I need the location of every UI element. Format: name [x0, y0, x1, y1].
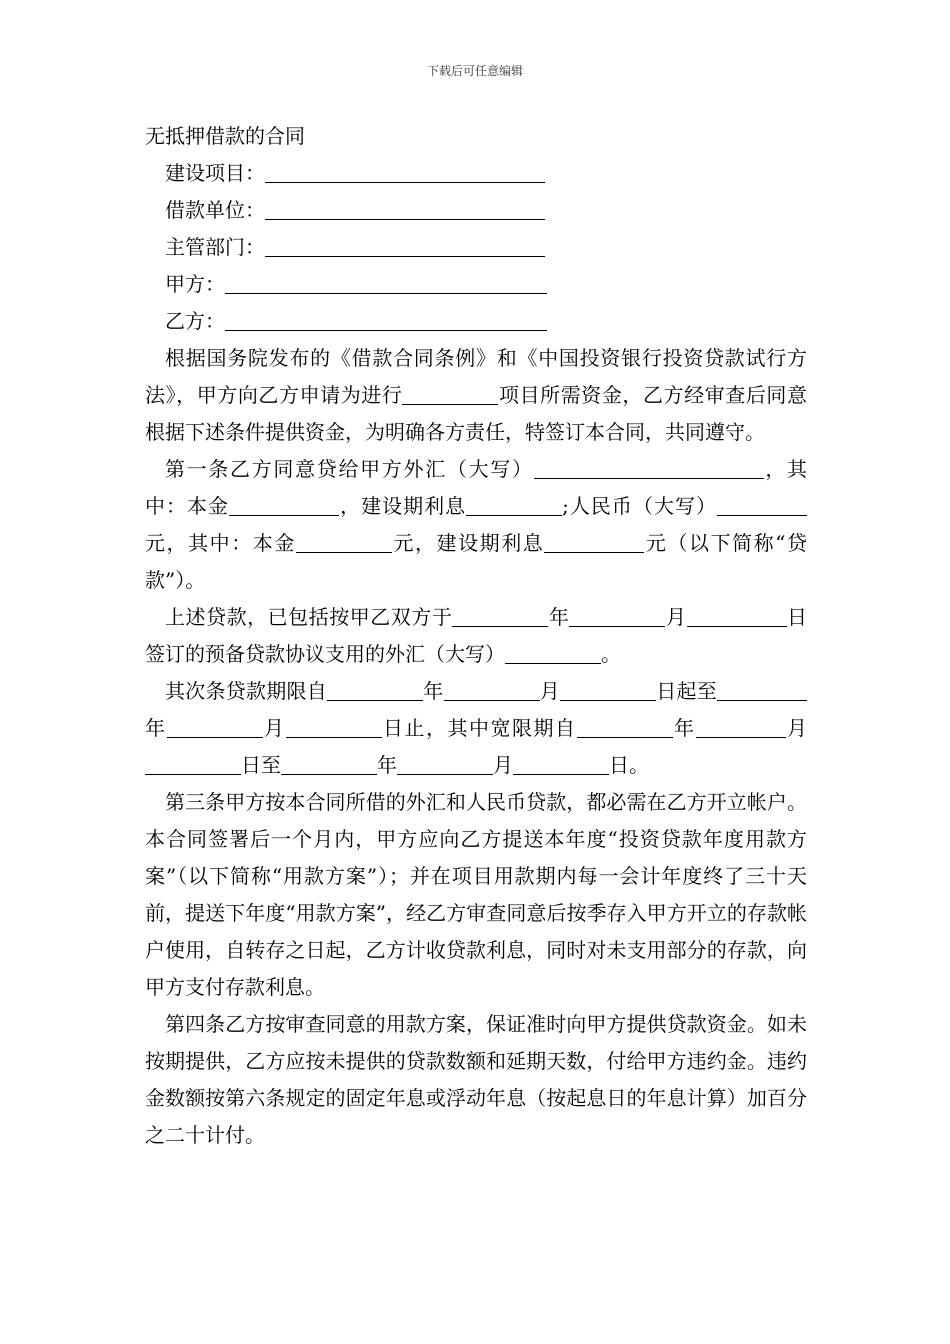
paragraph-article-3: 第三条甲方按本合同所借的外汇和人民币贷款，都必需在乙方开立帐户。本合同签署后一个月内，甲方应向乙方提送本年度“投资贷款年度用款方案”（以下简称“用款方案”）；并在项目用款期内每一会计年度终了三十天前，提送下年度“用款方案”，经乙方审查同意后按季存入甲方开立的存款帐户使用，自转存之日起，乙方计收贷款利息，同时对未支用部分的存款，向甲方支付存款利息。: [145, 790, 807, 999]
blank-line: [466, 493, 562, 516]
text-segment: 上述贷款，已包括按甲乙双方于: [165, 605, 453, 629]
paragraph-article-2: [145, 673, 807, 784]
text-segment: 日至: [241, 753, 281, 777]
paragraph-preamble: [145, 340, 807, 451]
text-segment: ;人民币（大写）: [562, 494, 717, 518]
blank-line: [225, 308, 547, 331]
blank-line: [265, 160, 545, 183]
text-segment: 根据国务院发布的《借款合同条例》和《中国投资银行投资贷款试行方法》，甲方向乙方申请为进行: [145, 346, 807, 407]
text-segment: ，建设期利息: [339, 494, 467, 518]
blank-line: [402, 382, 498, 405]
text-segment: 月: [665, 605, 687, 629]
text-segment: 日签订的预备贷款协议支用的外汇（大写）: [145, 605, 808, 666]
blank-line: [560, 678, 656, 701]
field-label: 建设项目：: [165, 161, 265, 185]
document-title: 无抵押借款的合同: [145, 124, 305, 148]
text-segment: 月: [493, 753, 513, 777]
blank-line: [286, 715, 382, 738]
text-segment: 日止，其中宽限期自: [381, 716, 577, 740]
field-label: 甲方：: [165, 272, 225, 296]
text-segment: ，其中：本金: [145, 457, 808, 518]
blank-line: [265, 234, 545, 257]
text-segment: 日。: [609, 753, 649, 777]
text-segment: 。: [601, 642, 621, 666]
paragraph-article-4: 第四条乙方按审查同意的用款方案，保证准时向甲方提供贷款资金。如未按期提供，乙方应按未提供的贷款数额和延期天数，付给甲方违约金。违约金数额按第六条规定的固定年息或浮动年息（按起息日的年息计算）加百分之二十计付。: [145, 1012, 807, 1147]
text-segment: 年: [672, 716, 696, 740]
blank-line: [281, 752, 377, 775]
text-segment: 月: [539, 679, 560, 703]
blank-line: [167, 715, 263, 738]
text-segment: 其次条贷款期限自: [165, 679, 327, 703]
blank-line: [296, 530, 392, 553]
blank-line: [505, 641, 601, 664]
field-label: 乙方：: [165, 309, 225, 333]
paragraph-article-1: [145, 451, 807, 599]
blank-line: [544, 530, 644, 553]
blank-line: [687, 604, 787, 627]
text-segment: 项目所需资金，乙方经审查后同意根据下述条件提供资金，为明确各方责任，特签订本合同，共同遵守。: [145, 383, 808, 444]
blank-line: [577, 715, 673, 738]
blank-line: [229, 493, 339, 516]
blank-line: [513, 752, 609, 775]
field-borrower: [145, 192, 807, 229]
text-segment: 年: [377, 753, 397, 777]
text-segment: 年: [423, 679, 444, 703]
blank-line: [265, 197, 545, 220]
blank-line: [452, 604, 548, 627]
blank-line: [444, 678, 540, 701]
field-party-a: [145, 266, 807, 303]
text-segment: 月: [262, 716, 286, 740]
blank-line: [327, 678, 423, 701]
field-label: 借款单位：: [165, 198, 265, 222]
blank-line: [717, 493, 807, 516]
text-segment: 第一条乙方同意贷给甲方外汇（大写）: [165, 457, 534, 481]
text-segment: 日起至: [656, 679, 717, 703]
field-project: [145, 155, 807, 192]
text-segment: 月: [785, 716, 807, 740]
blank-line: [145, 752, 241, 775]
text-segment: 年: [548, 605, 570, 629]
text-segment: 年: [145, 716, 167, 740]
contract-document: [145, 118, 807, 1154]
blank-line: [397, 752, 493, 775]
blank-line: [569, 604, 665, 627]
blank-line: [534, 456, 764, 479]
field-label: 主管部门：: [165, 235, 265, 259]
text-segment: 元，其中：本金: [145, 531, 296, 555]
blank-line: [717, 678, 807, 701]
text-segment: 元，建设期利息: [391, 531, 545, 555]
field-department: [145, 229, 807, 266]
field-party-b: [145, 303, 807, 340]
page-header: 下载后可任意编辑: [426, 64, 523, 78]
text-segment: 元（以下简称“贷款”）。: [145, 531, 808, 592]
blank-line: [696, 715, 786, 738]
blank-line: [225, 271, 547, 294]
paragraph-prior-agreement: [145, 599, 807, 673]
